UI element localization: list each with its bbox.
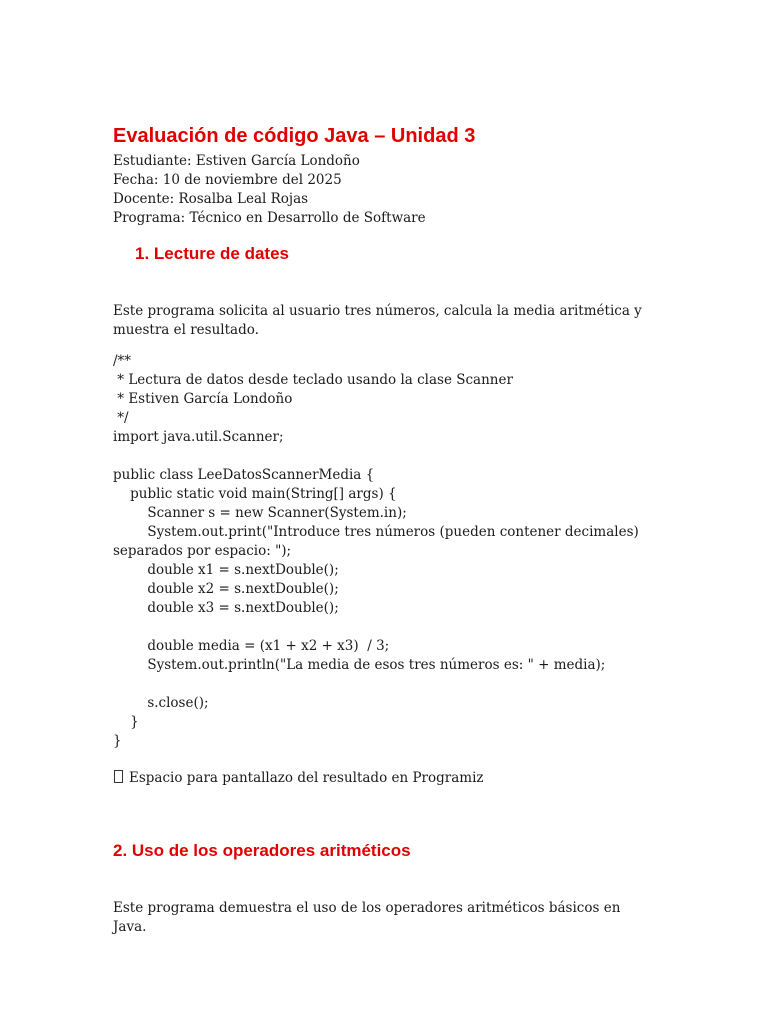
screenshot-note-text: Espacio para pantallazo del resultado en Programiz [129, 770, 484, 786]
code-line: Scanner s = new Scanner(System.in); [113, 505, 407, 521]
code-line: public static void main(String[] args) { [113, 486, 397, 502]
code-line: double x3 = s.nextDouble(); [113, 600, 339, 616]
meta-program: Programa: Técnico en Desarrollo de Software [113, 210, 426, 226]
code-line: * Lectura de datos desde teclado usando la clase Scanner [113, 372, 513, 388]
document-meta [113, 152, 426, 228]
meta-date: Fecha: 10 de noviembre del 2025 [113, 172, 342, 188]
code-line: */ [113, 410, 129, 426]
code-line: /** [113, 353, 132, 369]
meta-student: Estudiante: Estiven García Londoño [113, 153, 360, 169]
section2-heading: 2. Uso de los operadores aritméticos [113, 841, 411, 860]
code-line: import java.util.Scanner; [113, 429, 284, 445]
code-line: double x2 = s.nextDouble(); [113, 581, 339, 597]
section1-intro: Este programa solicita al usuario tres números, calcula la media aritmética y muestra el resultado. [113, 303, 642, 338]
code-line [113, 447, 673, 466]
code-line: } [113, 714, 139, 730]
code-block [113, 352, 673, 751]
code-line: } [113, 733, 122, 749]
code-line: double x1 = s.nextDouble(); [113, 562, 339, 578]
code-line [113, 675, 673, 694]
section1-heading: 1. Lecture de dates [135, 244, 290, 263]
code-line: System.out.println("La media de esos tres números es: " + media); [113, 657, 606, 673]
missing-glyph-icon [114, 770, 123, 783]
code-line: double media = (x1 + x2 + x3) / 3; [113, 638, 390, 654]
code-line: public class LeeDatosScannerMedia { [113, 467, 375, 483]
document-title: Evaluación de código Java – Unidad 3 [113, 125, 476, 147]
screenshot-placeholder-note [113, 769, 484, 788]
meta-teacher: Docente: Rosalba Leal Rojas [113, 191, 309, 207]
code-line [113, 618, 673, 637]
code-line: System.out.print("Introduce tres números (pueden contener decimales) separados por espacio: "); [113, 524, 644, 559]
section2-intro: Este programa demuestra el uso de los operadores aritméticos básicos en Java. [113, 900, 621, 935]
code-line: * Estiven García Londoño [113, 391, 293, 407]
code-line: s.close(); [113, 695, 209, 711]
